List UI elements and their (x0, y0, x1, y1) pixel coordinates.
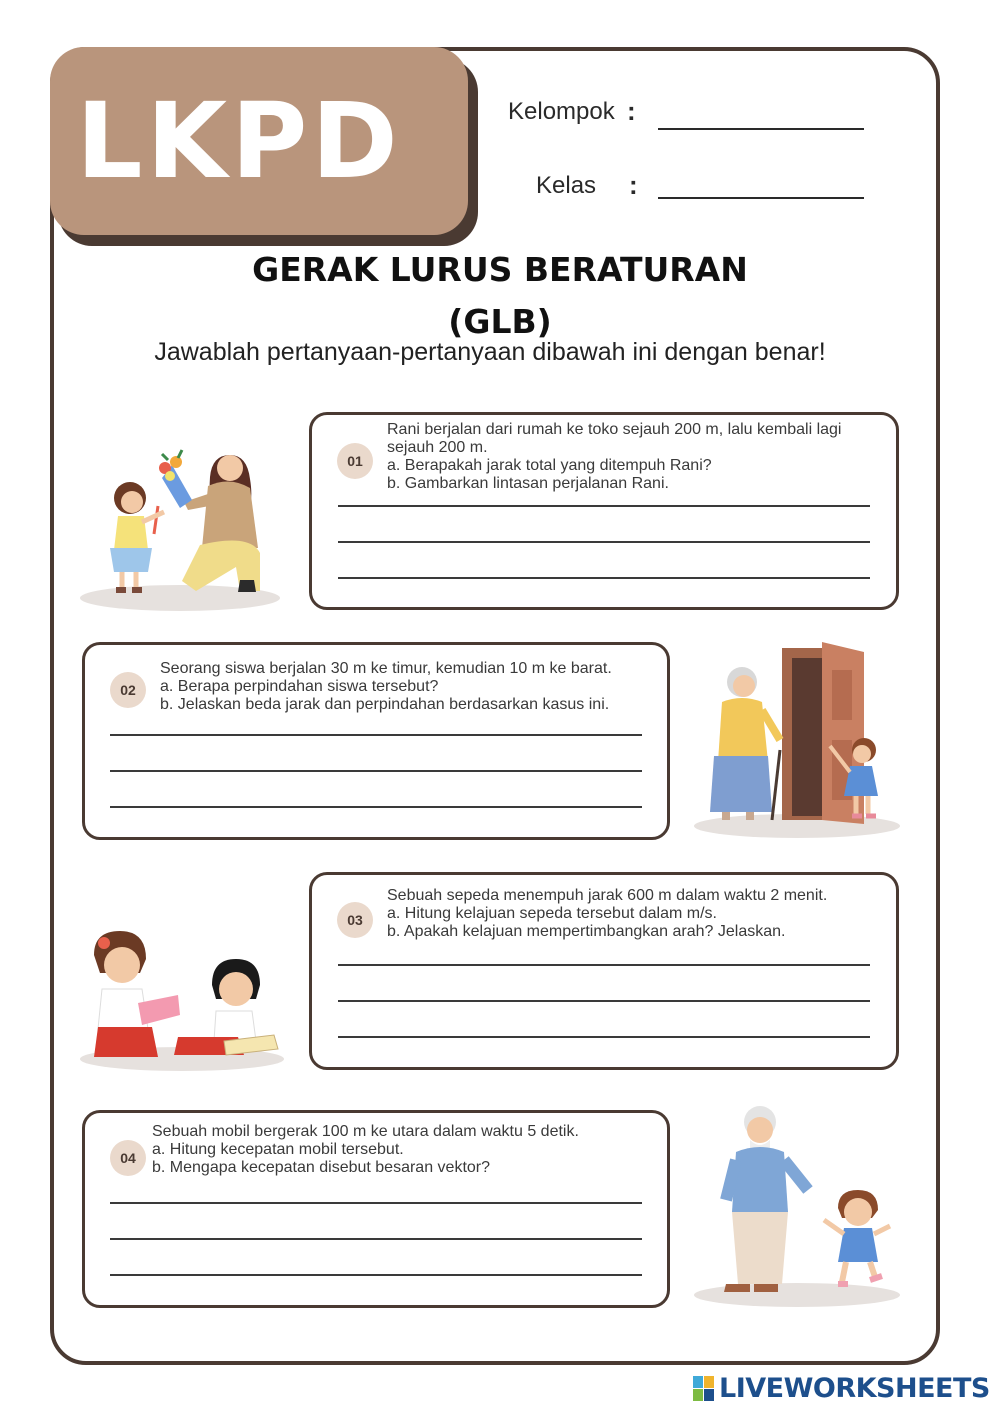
teacher-child-flowers-illustration (80, 430, 285, 615)
question-line: Seorang siswa berjalan 30 m ke timur, kemudian 10 m ke barat. (160, 660, 612, 677)
kelas-label: Kelas (536, 172, 597, 199)
liveworksheets-brand: LIVEWORKSHEETS (719, 1373, 990, 1404)
question-number-badge: 01 (337, 443, 373, 479)
answer-line[interactable] (338, 964, 870, 966)
question-line: b. Gambarkan lintasan perjalanan Rani. (387, 475, 669, 492)
question-line: Rani berjalan dari rumah ke toko sejauh 200 m, lalu kembali lagi (387, 421, 842, 438)
answer-line[interactable] (338, 505, 870, 507)
question-line: a. Hitung kecepatan mobil tersebut. (152, 1141, 404, 1158)
question-number-badge: 04 (110, 1140, 146, 1176)
answer-line[interactable] (110, 1274, 642, 1276)
grandma-door-girl-illustration (692, 640, 902, 840)
answer-line[interactable] (110, 1202, 642, 1204)
question-text-2 (160, 660, 612, 714)
answer-line[interactable] (110, 806, 642, 808)
students-reading-illustration (78, 925, 286, 1075)
answer-line[interactable] (338, 1036, 870, 1038)
page-title: GERAK LURUS BERATURAN (252, 250, 748, 289)
answer-line[interactable] (110, 770, 642, 772)
question-line: a. Hitung kelajuan sepeda tersebut dalam m/s. (387, 905, 717, 922)
question-line: Sebuah mobil bergerak 100 m ke utara dalam waktu 5 detik. (152, 1123, 579, 1140)
question-line: b. Apakah kelajuan mempertimbangkan arah? Jelaskan. (387, 923, 786, 940)
question-line: Sebuah sepeda menempuh jarak 600 m dalam waktu 2 menit. (387, 887, 828, 904)
question-number-badge: 03 (337, 902, 373, 938)
answer-line[interactable] (338, 541, 870, 543)
question-line: sejauh 200 m. (387, 439, 488, 456)
lkpd-badge (50, 47, 468, 235)
liveworksheets-logo-icon (693, 1376, 715, 1402)
kelompok-input-line[interactable] (658, 128, 864, 130)
grandpa-toddler-illustration (692, 1100, 902, 1310)
page-subtitle: (GLB) (448, 302, 552, 341)
question-line: b. Mengapa kecepatan disebut besaran vektor? (152, 1159, 491, 1176)
answer-line[interactable] (110, 1238, 642, 1240)
kelas-colon: : (629, 170, 638, 200)
kelompok-colon: : (627, 96, 636, 126)
question-number-badge: 02 (110, 672, 146, 708)
answer-line[interactable] (338, 1000, 870, 1002)
kelompok-label: Kelompok (508, 98, 615, 125)
instruction-text: Jawablah pertanyaan-pertanyaan dibawah ini dengan benar! (154, 338, 826, 366)
answer-line[interactable] (338, 577, 870, 579)
liveworksheets-logo (693, 1373, 990, 1404)
question-line: a. Berapa perpindahan siswa tersebut? (160, 678, 439, 695)
kelas-input-line[interactable] (658, 197, 864, 199)
question-text-3 (387, 887, 827, 941)
question-line: a. Berapakah jarak total yang ditempuh Rani? (387, 457, 712, 474)
question-text-4 (152, 1123, 579, 1177)
question-text-1 (387, 421, 841, 493)
question-line: b. Jelaskan beda jarak dan perpindahan berdasarkan kasus ini. (160, 696, 610, 713)
lkpd-badge-text: LKPD (76, 80, 402, 202)
answer-line[interactable] (110, 734, 642, 736)
